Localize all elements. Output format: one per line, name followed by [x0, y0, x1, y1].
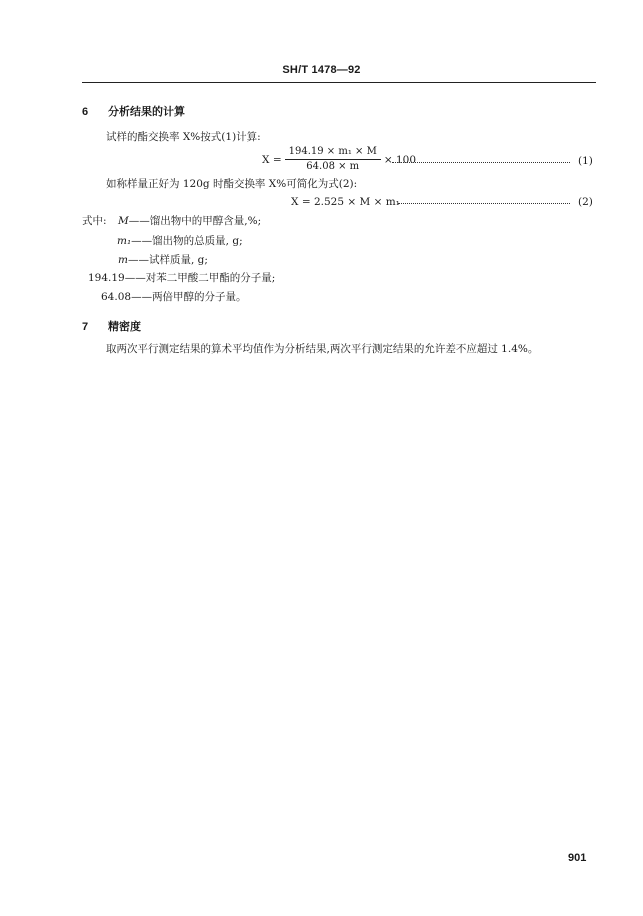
section-6-intro: 试样的酯交换率 X%按式(1)计算: — [106, 131, 261, 143]
section-7-number: 7 — [82, 321, 89, 333]
definition-desc: ——两倍甲醇的分子量。 — [131, 291, 247, 303]
section-7-body: 取两次平行测定结果的算术平均值作为分析结果,两次平行测定结果的允许差不应超过 1.4%。 — [106, 343, 539, 355]
equation-1-fraction — [285, 146, 381, 173]
equation-1-leader-dots — [392, 162, 570, 163]
section-7-title: 精密度 — [108, 321, 141, 333]
definition-row — [101, 290, 247, 304]
equation-1 — [262, 146, 416, 173]
header-divider — [82, 82, 596, 83]
definition-row — [117, 234, 243, 248]
equation-2-expression: X = 2.525 × M × m₁ — [291, 196, 400, 208]
standard-code-header: SH/T 1478—92 — [282, 64, 361, 76]
section-6-title: 分析结果的计算 — [108, 106, 185, 118]
section-6-number: 6 — [82, 106, 89, 118]
section-7-heading — [82, 318, 141, 334]
equation-2-number: (2) — [578, 196, 593, 208]
definition-symbol: m₁ — [117, 235, 132, 247]
equation-1-numerator: 194.19 × m₁ × M — [285, 146, 381, 160]
definition-symbol: M — [118, 215, 129, 227]
definition-symbol: 194.19 — [88, 272, 125, 284]
page-number: 901 — [568, 852, 587, 864]
definition-symbol: 64.08 — [101, 291, 132, 303]
definition-desc: ——对苯二甲酸二甲酯的分子量; — [124, 272, 276, 284]
equation-1-lhs: X = — [262, 153, 282, 166]
where-label: 式中: — [82, 215, 107, 227]
definition-symbol: m — [118, 254, 128, 266]
definition-row — [118, 253, 208, 267]
definition-desc: ——试样质量, g; — [127, 254, 208, 266]
definition-row — [118, 214, 261, 228]
definition-row — [88, 271, 275, 285]
definition-desc: ——馏出物中的甲醇含量,%; — [128, 215, 262, 227]
equation-1-number: (1) — [578, 155, 593, 167]
definition-desc: ——馏出物的总质量, g; — [131, 235, 243, 247]
equation-2-leader-dots — [398, 203, 570, 204]
section-6-heading — [82, 103, 185, 119]
equation-1-tail: × 100 — [383, 153, 417, 166]
section-6-simplify-text: 如称样量正好为 120g 时酯交换率 X%可简化为式(2): — [106, 178, 358, 190]
equation-1-denominator: 64.08 × m — [306, 161, 360, 172]
